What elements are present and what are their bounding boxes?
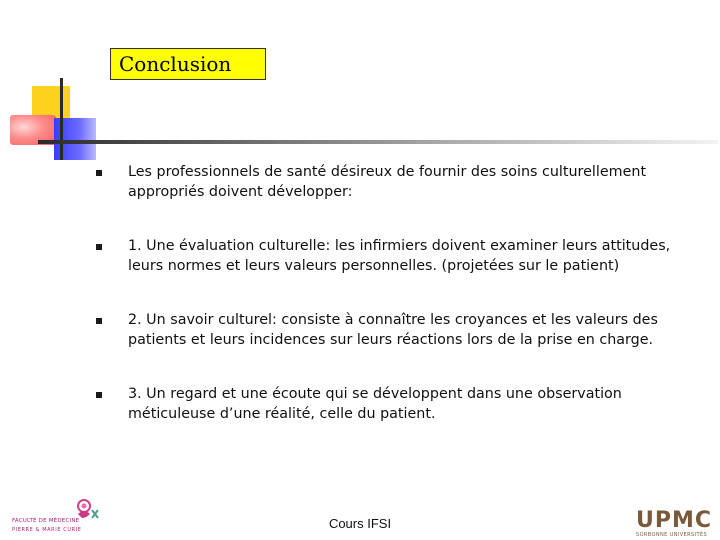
upmc-logo (632, 508, 716, 538)
bullet-item (96, 162, 696, 202)
upmc-logo-subtitle: SORBONNE UNIVERSITÉS (636, 532, 708, 538)
square-bullet-icon (96, 392, 102, 398)
square-bullet-icon (96, 244, 102, 250)
ornament-vertical-line (60, 78, 63, 160)
upmc-logo-mark: UPMC (636, 508, 713, 533)
bullet-list (96, 162, 696, 424)
bullet-text: 2. Un savoir culturel: consiste à connaître les croyances et les valeurs des patients et leurs incidences sur leurs réactions lors de la prise en charge. (128, 312, 658, 348)
faculte-logo-line1: FACULTÉ DE MÉDECINE (12, 518, 80, 524)
bullet-text: 1. Une évaluation culturelle: les infirmiers doivent examiner leurs attitudes, leurs normes et leurs valeurs personnelles. (projetées sur le patient) (128, 238, 671, 274)
faculte-emblem-icon (8, 496, 118, 520)
slide-title (110, 48, 266, 80)
square-bullet-icon (96, 318, 102, 324)
title-divider-line (38, 140, 718, 144)
faculte-logo-line2: PIERRE & MARIE CURIE (12, 527, 82, 533)
bullet-text: Les professionnels de santé désireux de fournir des soins culturellement appropriés doivent développer: (128, 164, 647, 200)
bullet-item (96, 384, 696, 424)
bullet-item (96, 236, 696, 276)
bullet-text: 3. Un regard et une écoute qui se développent dans une observation méticuleuse d’une réalité, celle du patient. (128, 386, 622, 422)
bullet-item (96, 310, 696, 350)
square-bullet-icon (96, 170, 102, 176)
faculte-medecine-logo (8, 496, 118, 536)
footer-text: Cours IFSI (328, 516, 392, 531)
slide-title-text: Conclusion (119, 52, 232, 76)
